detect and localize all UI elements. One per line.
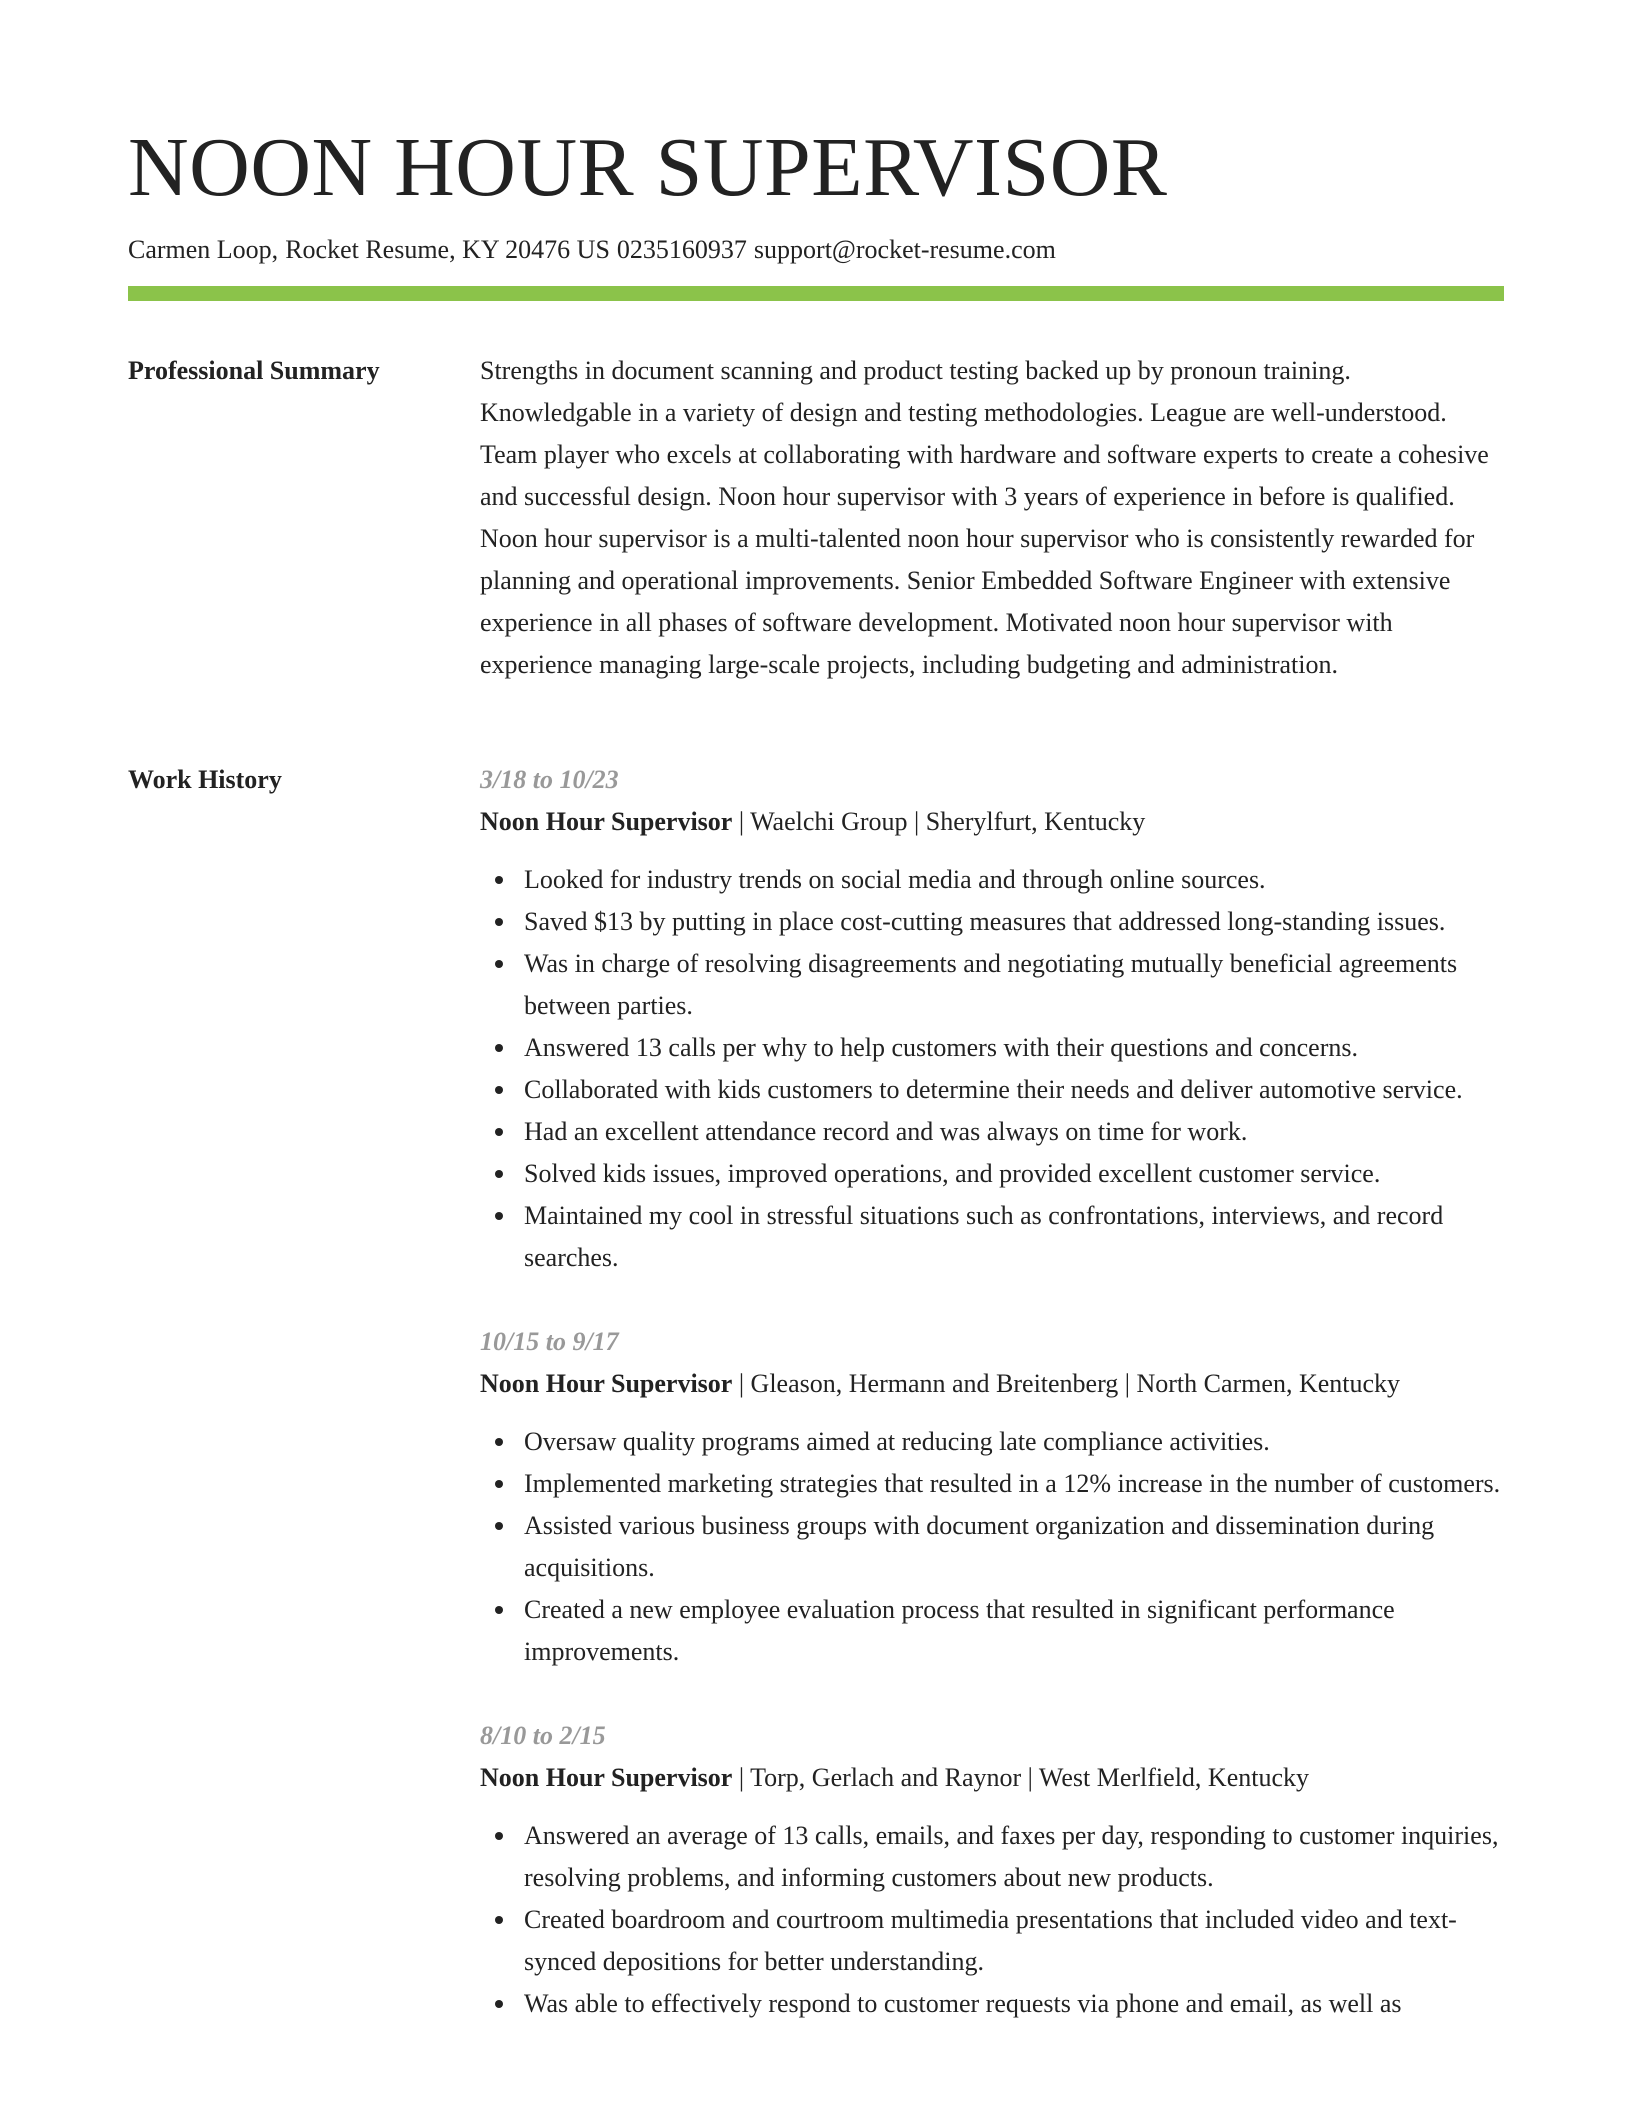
contact-email: support@rocket-resume.com [753, 235, 1056, 264]
accent-divider [128, 286, 1504, 301]
job-bullet: Maintained my cool in stressful situations such as confrontations, interviews, and record searches. [480, 1195, 1504, 1279]
job-bullet: Was in charge of resolving disagreements and negotiating mutually beneficial agreements between parties. [480, 943, 1504, 1027]
contact-name: Carmen Loop, [128, 235, 279, 264]
job-details: | Torp, Gerlach and Raynor | West Merlfield, Kentucky [732, 1763, 1310, 1792]
contact-address: Rocket Resume, KY 20476 US [285, 235, 610, 264]
job-bullet: Had an excellent attendance record and was always on time for work. [480, 1111, 1504, 1153]
job-role: Noon Hour Supervisor [480, 1763, 733, 1792]
job-bullets [480, 859, 1504, 1279]
job-bullet: Answered an average of 13 calls, emails, and faxes per day, responding to customer inquiries, resolving problems, and informing customers about new products. [480, 1815, 1504, 1899]
job-details: | Waelchi Group | Sherylfurt, Kentucky [732, 807, 1146, 836]
job-bullet: Oversaw quality programs aimed at reducing late compliance activities. [480, 1421, 1504, 1463]
job-bullets [480, 1815, 1504, 2025]
section-label-summary: Professional Summary [128, 356, 380, 385]
job-dates: 3/18 to 10/23 [480, 765, 619, 794]
job-dates: 10/15 to 9/17 [480, 1327, 619, 1356]
contact-phone: 0235160937 [616, 235, 747, 264]
job-bullet: Looked for industry trends on social media and through online sources. [480, 859, 1504, 901]
section-label-work-history: Work History [128, 765, 282, 794]
job-bullet: Answered 13 calls per why to help customers with their questions and concerns. [480, 1027, 1504, 1069]
job-heading [480, 801, 1504, 843]
job-heading [480, 1757, 1504, 1799]
job-entry [480, 1715, 1504, 2025]
job-entry [480, 759, 1504, 1279]
work-history-body [480, 759, 1504, 2067]
job-bullet: Collaborated with kids customers to determine their needs and deliver automotive service. [480, 1069, 1504, 1111]
job-bullets [480, 1421, 1504, 1673]
job-bullet: Created a new employee evaluation process that resulted in significant performance improvements. [480, 1589, 1504, 1673]
job-role: Noon Hour Supervisor [480, 807, 733, 836]
job-entry [480, 1321, 1504, 1673]
job-bullet: Created boardroom and courtroom multimedia presentations that included video and text-synced depositions for better understanding. [480, 1899, 1504, 1983]
job-details: | Gleason, Hermann and Breitenberg | North Carmen, Kentucky [732, 1369, 1401, 1398]
resume-title: NOON HOUR SUPERVISOR [128, 121, 1168, 214]
job-bullet: Solved kids issues, improved operations, and provided excellent customer service. [480, 1153, 1504, 1195]
job-role: Noon Hour Supervisor [480, 1369, 733, 1398]
job-dates: 8/10 to 2/15 [480, 1721, 606, 1750]
contact-line [128, 230, 1056, 270]
job-heading [480, 1363, 1504, 1405]
job-bullet: Was able to effectively respond to customer requests via phone and email, as well as [480, 1983, 1504, 2025]
job-bullet: Assisted various business groups with document organization and dissemination during acquisitions. [480, 1505, 1504, 1589]
summary-body [480, 350, 1504, 686]
summary-text: Strengths in document scanning and product testing backed up by pronoun training. Knowledgable in a variety of design and testing methodologies. League are well-understood. Team player who excels at collaborating with hardware and software experts to create a cohesive and successful design. Noon hour supervisor with 3 years of experience in before is qualified. Noon hour supervisor is a multi-talented noon hour supervisor who is consistently rewarded for planning and operational improvements. Senior Embedded Software Engineer with extensive experience in all phases of software development. Motivated noon hour supervisor with experience managing large-scale projects, including budgeting and administration. [480, 356, 1489, 679]
job-bullet: Saved $13 by putting in place cost-cutting measures that addressed long-standing issues. [480, 901, 1504, 943]
job-bullet: Implemented marketing strategies that resulted in a 12% increase in the number of customers. [480, 1463, 1504, 1505]
